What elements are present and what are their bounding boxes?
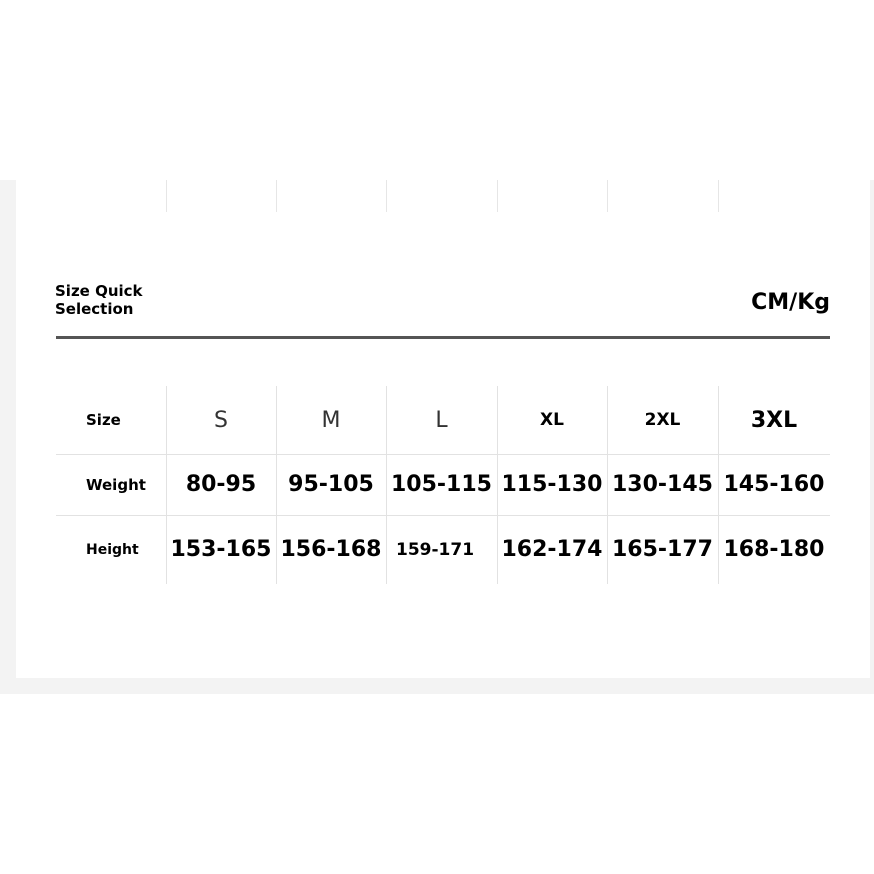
row-label-height: Height [86, 541, 139, 558]
weight-cell-2xl: 130-145 [612, 472, 713, 497]
size-cell-l: L [435, 407, 448, 433]
size-cell-xl: XL [540, 410, 564, 430]
column-tick [276, 180, 277, 212]
chart-title [55, 282, 185, 318]
row-label-weight: Weight [86, 475, 146, 494]
weight-cell-3xl: 145-160 [723, 472, 825, 497]
column-tick [166, 180, 167, 212]
height-cell-s: 153-165 [170, 537, 272, 562]
unit-label: CM/Kg [751, 290, 830, 315]
height-cell-m: 156-168 [280, 537, 382, 562]
row-label-size: Size [86, 411, 121, 429]
height-cell-xl: 162-174 [501, 537, 603, 562]
weight-cell-xl: 115-130 [501, 472, 603, 497]
chart-title-line2: Selection [55, 300, 134, 318]
weight-cell-s: 80-95 [185, 472, 257, 497]
height-cell-2xl: 165-177 [612, 537, 713, 562]
height-cell-3xl: 168-180 [723, 537, 825, 562]
size-table [56, 386, 830, 584]
size-cell-2xl: 2XL [644, 410, 681, 430]
column-tick [497, 180, 498, 212]
size-cell-m: M [321, 407, 341, 433]
height-cell-l: 159-171 [396, 539, 475, 560]
size-cell-s: S [214, 407, 228, 433]
weight-cell-l: 105-115 [391, 472, 492, 497]
size-cell-3xl: 3XL [750, 407, 798, 433]
weight-cell-m: 95-105 [288, 472, 374, 497]
column-tick [718, 180, 719, 212]
header-divider [56, 336, 830, 339]
chart-title-line1: Size Quick [55, 282, 143, 300]
column-tick [386, 180, 387, 212]
column-tick [607, 180, 608, 212]
